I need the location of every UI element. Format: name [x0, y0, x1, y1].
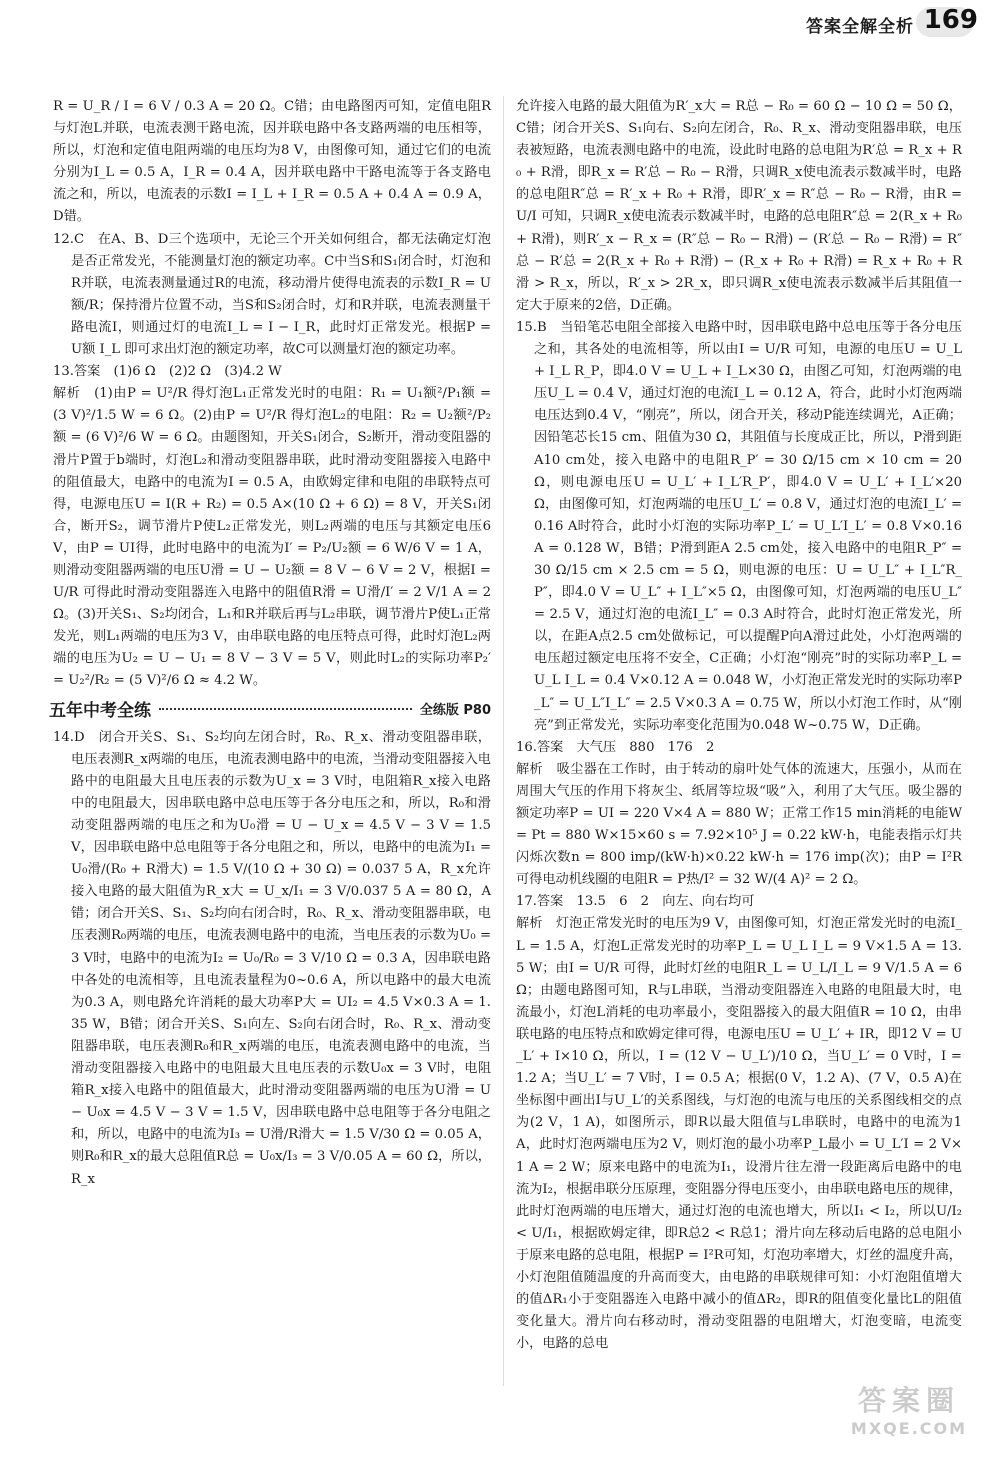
answer-item-16-explanation: 解析 吸尘器在工作时，由于转动的扇叶处气体的流速大，压强小，从而在周围大气压的作用下将灰尘、纸屑等垃圾“吸”入，利用了大气压。吸尘器的额定功率P = UI = 220 V×4 A = 880 W；正常工作15 min消耗的电能W = Pt = 880 W×15×60 s = 7.92×10⁵ J = 0.22 kW·h，电能表指示灯共闪烁次数n = 800 imp/(kW·h)×0.22 kW·h = 176 imp(次)；由P = I²R可得电动机线圈的电阻R = P热/I² = 32 W/(4 A)² = 2 Ω。 — [516, 761, 962, 888]
answer-item-13-answer: 13.答案 (1)6 Ω (2)2 Ω (3)4.2 W — [53, 364, 282, 380]
answer-item-16-answer: 16.答案 大气压 880 176 2 — [516, 739, 715, 755]
header-title: 答案全解全析 — [806, 17, 914, 37]
site-watermark — [834, 1379, 984, 1439]
section-ref: 全练版 P80 — [419, 702, 491, 718]
answer-item-15: 15.B 当铅笔芯电阻全部接入电路中时，因串联电路中总电压等于各分电压之和，其各处的电流相等，所以由I = U/R 可知，电源的电压U = U_L + I_L R_P，即4.0 V = U_L + I_L×30 Ω，由图乙可知，灯泡两端的电压U_L = 0.4 V，通过灯泡的电流I_L = 0.12 A，符合，此时小灯泡两端电压达到0.4 V，“刚亮”，所以，闭合开关，移动P能连续调光，A正确；因铅笔芯长15 cm、阻值为30 Ω，其阻值与长度成正比，所以，P滑到距A10 cm处，接入电路中的电阻R_P′ = 30 Ω/15 cm × 10 cm = 20 Ω，则电源电压U = U_L′ + I_L′R_P′，即4.0 V = U_L′ + I_L′×20 Ω，由图像可知，灯泡两端的电压U_L′ = 0.8 V，通过灯泡的电流I_L′ = 0.16 A时符合，此时小灯泡的实际功率P_L′ = U_L′I_L′ = 0.8 V×0.16 A = 0.128 W，B错；P滑到距A 2.5 cm处，接入电路中的电阻R_P″ = 30 Ω/15 cm × 2.5 cm = 5 Ω，则电源的电压：U = U_L″ + I_L″R_P″，即4.0 V = U_L″ + I_L″×5 Ω，由图像可知，灯泡两端的电压U_L″ = 2.5 V，通过灯泡的电流I_L″ = 0.3 A时符合，此时灯泡正常发光，所以，在距A点2.5 cm处做标记，可以提醒P向A滑过此处，小灯泡两端的电压超过额定电压将不安全，C正确；小灯泡“刚亮”时的实际功率P_L = U_L I_L = 0.4 V×0.12 A = 0.048 W，小灯泡正常发光时的实际功率P_L″ = U_L″I_L″ = 2.5 V×0.3 A = 0.75 W，所以小灯泡工作时，从“刚亮”到正常发光，实际功率变化范围为0.048 W~0.75 W，D正确。 — [516, 319, 962, 733]
answer-item-17-answer: 17.答案 13.5 6 2 向左、向右均可 — [516, 894, 755, 910]
left-column — [49, 96, 491, 1191]
watermark-logo-text: 答案圈 — [857, 1384, 960, 1417]
section-title: 五年中考全练 — [49, 700, 151, 721]
answer-paragraph-continued: 允许接入电路的最大阻值为R′_x大 = R总 − R₀ = 60 Ω − 10 Ω = 50 Ω，C错；闭合开关S、S₁向右、S₂向左闭合，R₀、R_x、滑动变阻器串联，电压表被短路，电流表测电路中的电流，设此时电路的总电阻为R′总 = R_x + R₀ + R滑，即R_x = R′总 − R₀ − R滑，只调R_x使电流表示数减半时，电路的总电阻R″总 = R′_x + R₀ + R滑，即R′_x = R″总 − R₀ − R滑，由R = U/I 可知，只调R_x使电流表示数减半时，电路的总电阻R″总 = 2(R_x + R₀ + R滑)，则R′_x − R_x = (R″总 − R₀ − R滑) − (R′总 − R₀ − R滑) = R″总 − R′总 = 2(R_x + R₀ + R滑) − (R_x + R₀ + R滑) = R_x + R₀ + R滑 > R_x，所以，R′_x > 2R_x，即只调R_x使电流表示数减半后其阻值一定大于原来的2倍，D正确。 — [516, 99, 962, 313]
page-number: 169 — [923, 5, 978, 35]
answer-item-13-explanation: 解析 (1)由P = U²/R 得灯泡L₁正常发光时的电阻：R₁ = U₁额²/P₁额 = (3 V)²/1.5 W = 6 Ω。(2)由P = U²/R 得灯泡L₂的电阻：R₂ = U₂额²/P₂额 = (6 V)²/6 W = 6 Ω。由题图知，开关S₁闭合，S₂断开，滑动变阻器的滑片P置于b端时，灯泡L₂和滑动变阻器串联，此时滑动变阻器接入电路中的阻值最大，电路中的电流为I = 0.5 A，由欧姆定律和电阻的串联特点可得，电源电压U = I(R + R₂) = 0.5 A×(10 Ω + 6 Ω) = 8 V，开关S₁闭合，断开S₂，调节滑片P使L₂正常发光，则L₂两端的电压与其额定电压6 V，由P = UI得，此时电路中的电流为I′ = P₂/U₂额 = 6 W/6 V = 1 A，则滑动变阻器两端的电压U滑 = U − U₂额 = 8 V − 6 V = 2 V，根据I = U/R 可得此时滑动变阻器连入电路中的阻值R滑 = U滑/I′ = 2 V/1 A = 2 Ω。(3)开关S₁、S₂均闭合，L₁和R并联后再与L₂串联，调节滑片P使L₁正常发光，则L₁两端的电压为3 V，由串联电路的电压特点可得，此时灯泡L₂两端的电压为U₂ = U − U₁ = 8 V − 3 V = 5 V，则此时L₂的实际功率P₂′ = U₂²/R₂ = (5 V)²/6 Ω ≈ 4.2 W。 — [53, 386, 491, 689]
answer-item-12: 12.C 在A、B、D三个选项中，无论三个开关如何组合，都无法确定灯泡是否正常发光，不能测量灯泡的额定功率。C中当S和S₁闭合时，灯泡和R并联，电流表测量通过R的电流，移动滑片使得电流表的示数I_R = U额/R；保持滑片位置不动，当S和S₂闭合时，灯和R并联，电流表测量干路电流I，则通过灯的电流I_L = I − I_R，此时灯正常发光。根据P = U额 I_L 即可求出灯泡的额定功率，故C可以测量灯泡的额定功率。 — [53, 231, 491, 358]
section-dots — [159, 708, 412, 710]
page-header — [0, 0, 1000, 50]
right-column — [516, 96, 962, 1355]
answer-item-17-explanation: 解析 灯泡正常发光时的电压为9 V，由图像可知，灯泡正常发光时的电流I_L = 1.5 A，灯泡L正常发光时的功率P_L = U_L I_L = 9 V×1.5 A = 13.5 W；由I = U/R 可得，此时灯丝的电阻R_L = U_L/I_L = 9 V/1.5 A = 6 Ω；由题电路图可知，R与L串联，当滑动变阻器连入电路的电阻最大时，电流最小，灯泡L消耗的电功率最小，变阻器接入的最大阻值R = 10 Ω，由串联电路的电压特点和欧姆定律可得，电源电压U = U_L′ + IR，即12 V = U_L′ + I×10 Ω，所以，I = (12 V − U_L′)/10 Ω，当U_L′ = 0 V时，I = 1.2 A；当U_L′ = 7 V时，I = 0.5 A；根据(0 V，1.2 A)、(7 V，0.5 A)在坐标图中画出I与U_L′的关系图线，与灯泡的电流与电压的关系图线相交的点为(2 V，1 A)，如图所示，即R以最大阻值与L串联时，电路中的电流为1 A，此时灯泡两端电压为2 V，则灯泡的最小功率P_L最小 = U_L′I = 2 V×1 A = 2 W；原来电路中的电流为I₁，设滑片往左滑一段距离后电路中的电流为I₂，根据串联分压原理，变阻器分得电压变小，由串联电路电压的规律，此时灯泡两端的电压增大，通过灯泡的电流也增大，所以I₁ < I₂，所以U/I₂ < U/I₁，根据欧姆定律，即R总2 < R总1；滑片向左移动后电路的总电阻小于原来电路的总电阻，根据P = I²R可知，灯泡功率增大，灯丝的温度升高，小灯泡阻值随温度的升高而变大，由电路的串联规律可知：小灯泡阻值增大的值ΔR₁小于变阻器连入电路中减小的值ΔR₂，即R的阻值变化量比L的阻值变化量大。滑片向右移动时，滑动变阻器的电阻增大，灯泡变暗，电流变小，电路的总电 — [516, 916, 962, 1352]
watermark-url: MXQE.COM — [850, 1419, 968, 1438]
answer-item-14: 14.D 闭合开关S、S₁、S₂均向左闭合时，R₀、R_x、滑动变阻器串联，电压表测R_x两端的电压，电流表测电路中的电流，当滑动变阻器接入电路中的电阻最大且电压表的示数为U_x = 3 V时，电阻箱R_x接入电路中的电阻最大，因串联电路中总电压等于各分电压之和，所以，R₀和滑动变阻器两端的电压之和为U₀滑 = U − U_x = 4.5 V − 3 V = 1.5 V，因串联电路中总电阻等于各分电阻之和，所以，电路中的电流为I₁ = U₀滑/(R₀ + R滑大) = 1.5 V/(10 Ω + 30 Ω) = 0.037 5 A，R_x允许接入电路的最大阻值为R_x大 = U_x/I₁ = 3 V/0.037 5 A = 80 Ω，A错；闭合开关S、S₁、S₂均向右闭合时，R₀、R_x、滑动变阻器串联，电压表测R₀两端的电压，电流表测电路中的电流，当电压表的示数为U₀ = 3 V时，电路中的电流为I₂ = U₀/R₀ = 3 V/10 Ω = 0.3 A，因串联电路中各处的电流相等，且电流表量程为0~0.6 A，所以电路中的最大电流为0.3 A，则电路允许消耗的最大功率P大 = UI₂ = 4.5 V×0.3 A = 1.35 W，B错；闭合开关S、S₁向左、S₂向右闭合时，R₀、R_x、滑动变阻器串联，电压表测R₀和R_x两端的电压，电流表测电路中的电流，当滑动变阻器接入电路中的电阻最大且电压表的示数U₀x = 3 V时，电阻箱R_x接入电路中的阻值最大，此时滑动变阻器两端的电压为U滑 = U − U₀x = 4.5 V − 3 V = 1.5 V，因串联电路中总电阻等于各分电阻之和，所以，电路中的电流为I₃ = U滑/R滑大 = 1.5 V/30 Ω = 0.05 A，则R₀和R_x的最大总阻值R总 = U₀x/I₃ = 3 V/0.05 A = 60 Ω，所以，R_x — [53, 729, 491, 1187]
column-divider — [503, 96, 504, 1386]
section-header — [49, 700, 491, 722]
answer-paragraph: R = U_R / I = 6 V / 0.3 A = 20 Ω。C错；由电路图丙可知，定值电阻R与灯泡L并联，电流表测干路电流，因并联电路中各支路两端的电压相等，所以，灯泡和定值电阻两端的电压均为8 V，由图像可知，通过它们的电流分别为I_L = 0.5 A，I_R = 0.4 A，因并联电路中干路电流等于各支路电流之和，所以，电流表的示数I = I_L + I_R = 0.5 A + 0.4 A = 0.9 A，D错。 — [53, 99, 491, 225]
